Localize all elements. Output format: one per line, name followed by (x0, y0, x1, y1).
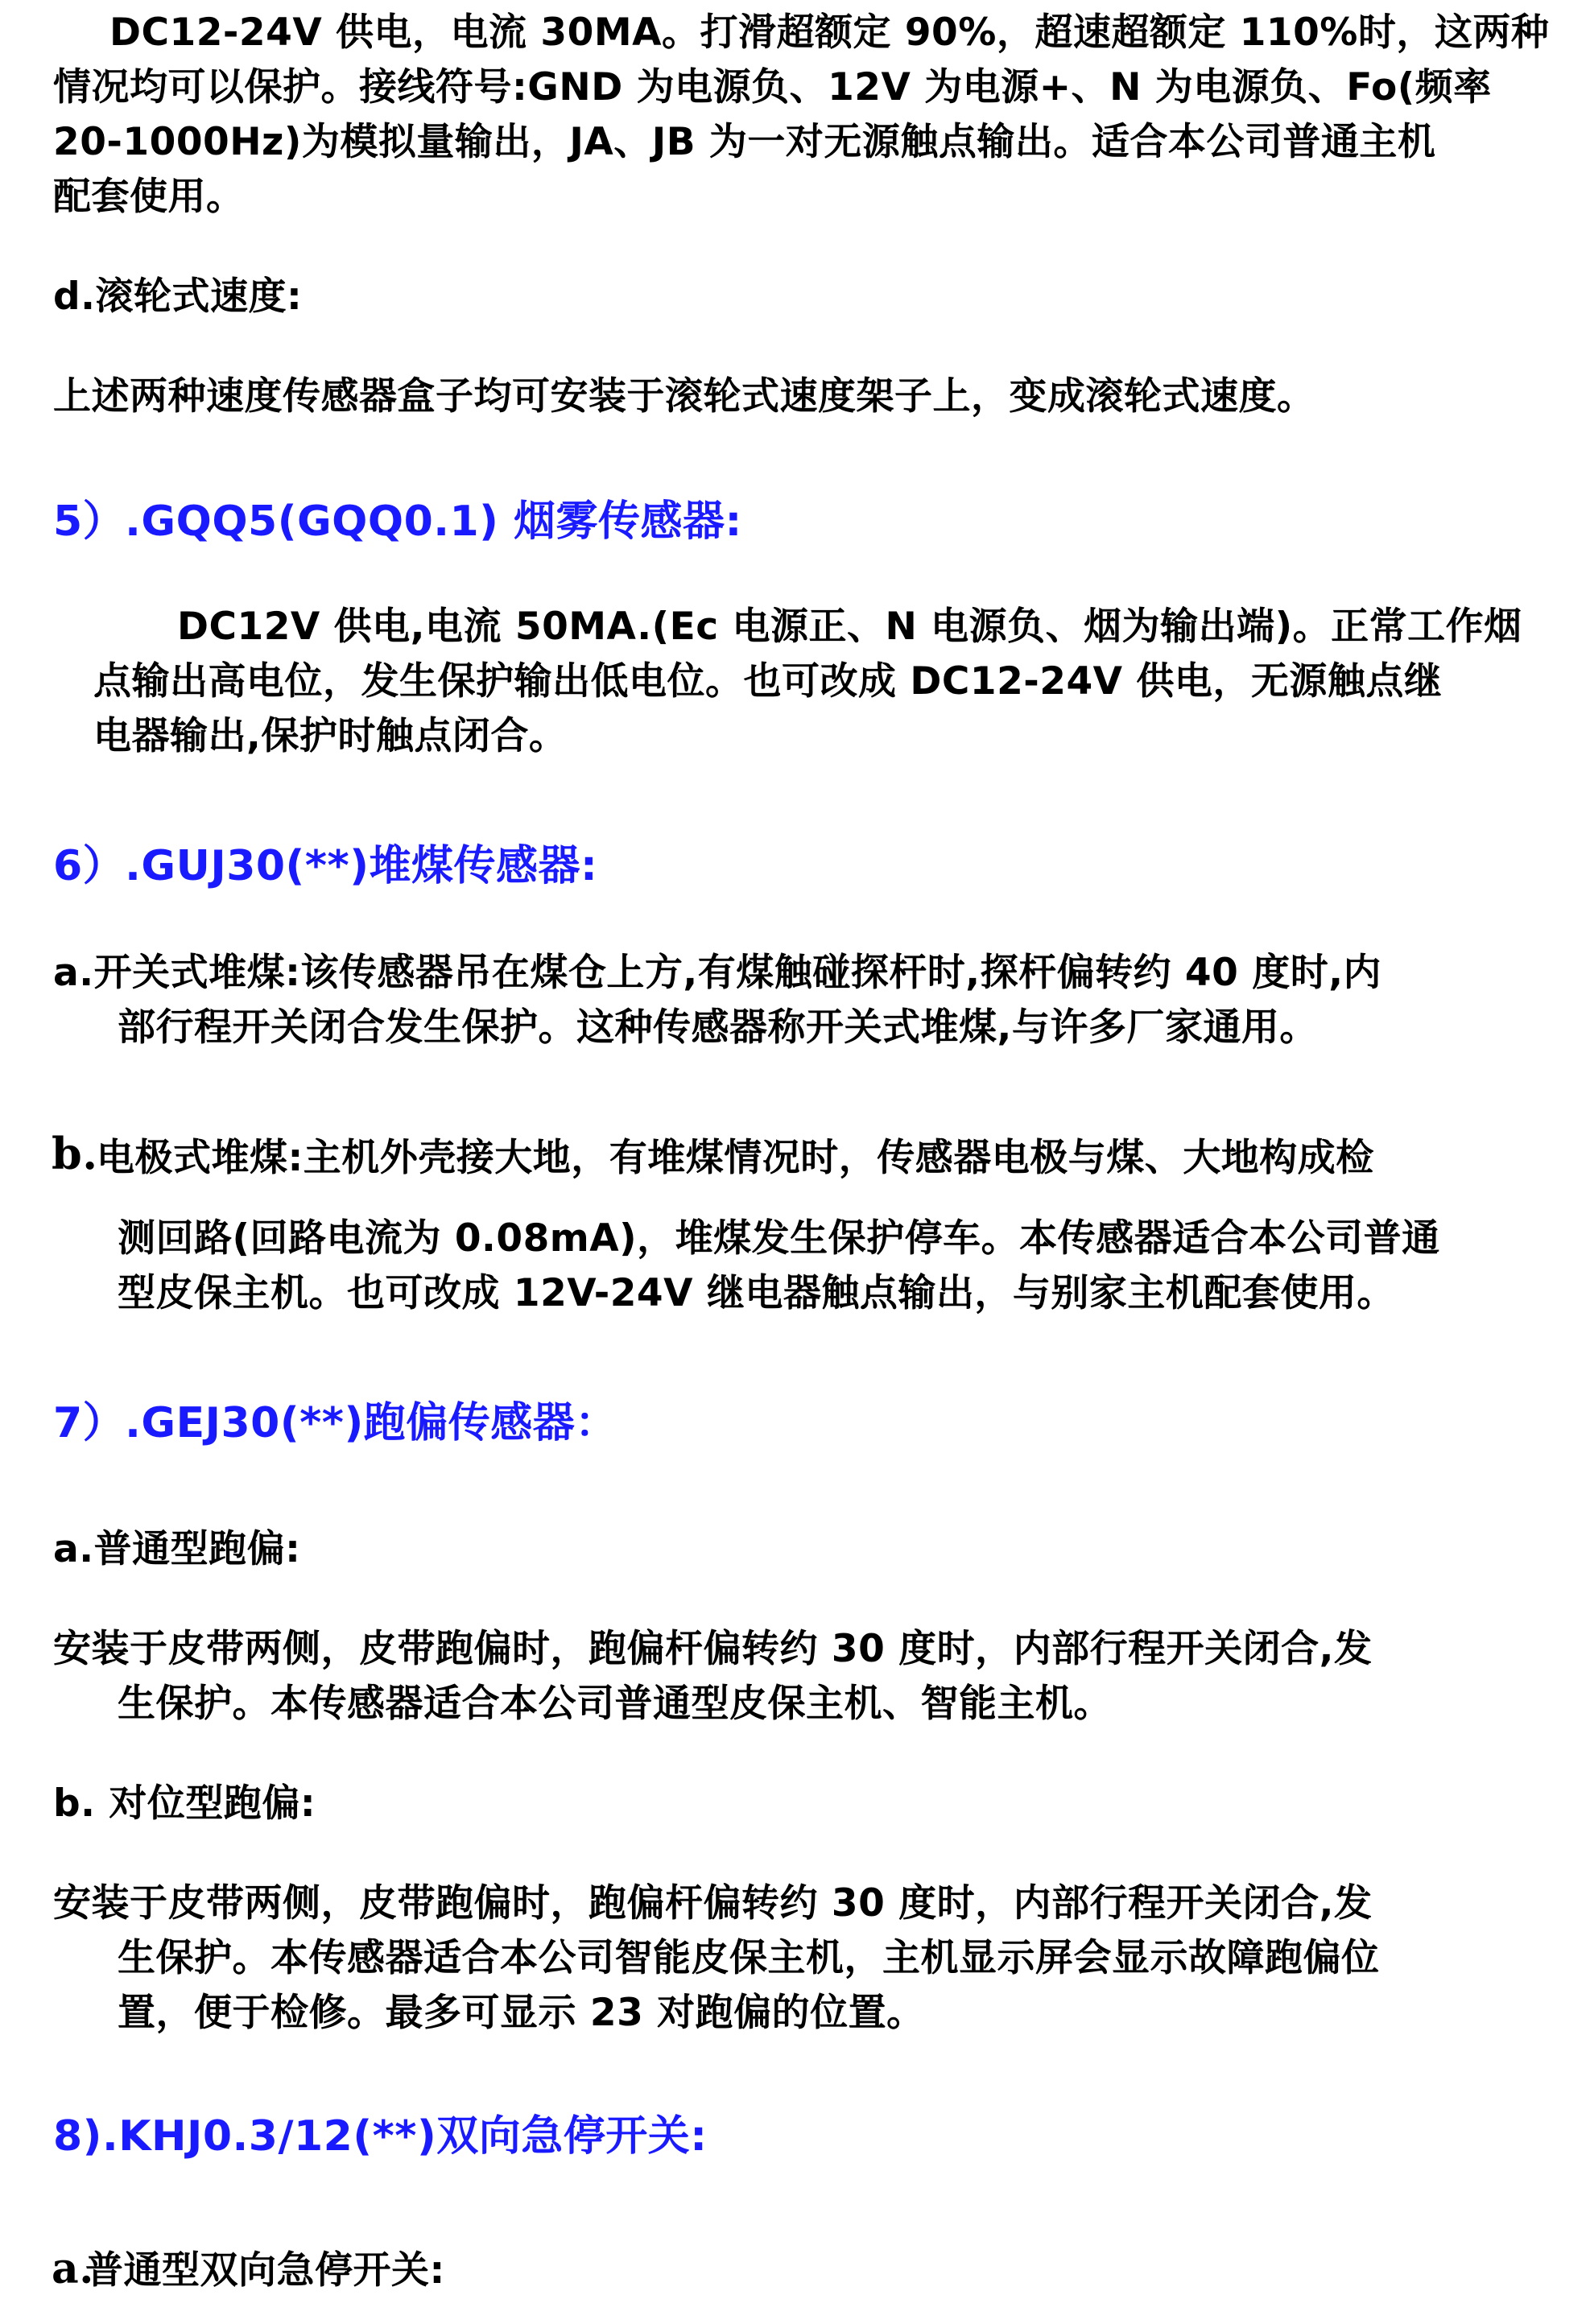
item-b-electrode-coal-line-2: 测回路(回路电流为 0.08mA)，堆煤发生保护停车。本传感器适合本公司普通 (118, 1216, 1440, 1261)
para-speed-line-2: 情况均可以保护。接线符号:GND 为电源负、12V 为电源+、N 为电源负、Fo(频率 (53, 65, 1492, 109)
item-b-letter: b. (52, 1128, 98, 1179)
subheading-a-normal-emergency-stop: 普通型双向急停开关: (85, 2248, 445, 2293)
subheading-d-roller-speed: d.滚轮式速度: (53, 275, 303, 319)
item-b-electrode-coal-line-3: 型皮保主机。也可改成 12V-24V 继电器触点输出，与别家主机配套使用。 (118, 1271, 1395, 1315)
para-aligned-deviation-line-2: 生保护。本传感器适合本公司智能皮保主机，主机显示屏会显示故障跑偏位 (118, 1936, 1380, 1980)
item-a-switch-coal-line-1: a.开关式堆煤:该传感器吊在煤仓上方,有煤触碰探杆时,探杆偏转约 40 度时,内 (53, 951, 1382, 995)
para-smoke-line-2: 点输出高电位，发生保护输出低电位。也可改成 DC12-24V 供电，无源触点继 (93, 659, 1443, 704)
item-a-letter: a. (52, 2244, 94, 2293)
para-smoke-line-3: 电器输出,保护时触点闭合。 (93, 714, 568, 758)
heading-5-smoke-sensor: 5）.GQQ5(GQQ0.1) 烟雾传感器: (53, 497, 742, 546)
item-a-switch-coal-line-2: 部行程开关闭合发生保护。这种传感器称开关式堆煤,与许多厂家通用。 (118, 1005, 1318, 1050)
subheading-a-normal-deviation: a.普通型跑偏: (53, 1527, 301, 1571)
para-normal-deviation-line-1: 安装于皮带两侧，皮带跑偏时，跑偏杆偏转约 30 度时，内部行程开关闭合,发 (53, 1627, 1373, 1671)
para-normal-deviation-line-2: 生保护。本传感器适合本公司普通型皮保主机、智能主机。 (118, 1682, 1112, 1726)
para-smoke-line-1: DC12V 供电,电流 50MA.(Ec 电源正、N 电源负、烟为输出端)。正常工作烟 (177, 605, 1522, 649)
para-speed-line-3: 20-1000Hz)为模拟量输出，JA、JB 为一对无源触点输出。适合本公司普通主机 (53, 120, 1436, 164)
para-speed-line-1: DC12-24V 供电，电流 30MA。打滑超额定 90%，超速超额定 110%时，这两种 (109, 10, 1550, 55)
para-roller-speed: 上述两种速度传感器盒子均可安装于滚轮式速度架子上，变成滚轮式速度。 (53, 374, 1315, 419)
heading-8-emergency-stop-switch: 8).KHJ0.3/12(**)双向急停开关: (53, 2112, 708, 2161)
heading-7-deviation-sensor: 7）.GEJ30(**)跑偏传感器： (53, 1399, 617, 1447)
para-aligned-deviation-line-1: 安装于皮带两侧，皮带跑偏时，跑偏杆偏转约 30 度时，内部行程开关闭合,发 (53, 1881, 1373, 1926)
item-b-electrode-coal-line-1: 电极式堆煤:主机外壳接大地，有堆煤情况时，传感器电极与煤、大地构成检 (97, 1136, 1374, 1180)
heading-6-coal-pile-sensor: 6）.GUJ30(**)堆煤传感器: (53, 842, 598, 890)
subheading-b-aligned-deviation: b. 对位型跑偏: (53, 1781, 316, 1826)
para-speed-line-4: 配套使用。 (53, 175, 245, 219)
para-aligned-deviation-line-3: 置，便于检修。最多可显示 23 对跑偏的位置。 (118, 1991, 925, 2035)
